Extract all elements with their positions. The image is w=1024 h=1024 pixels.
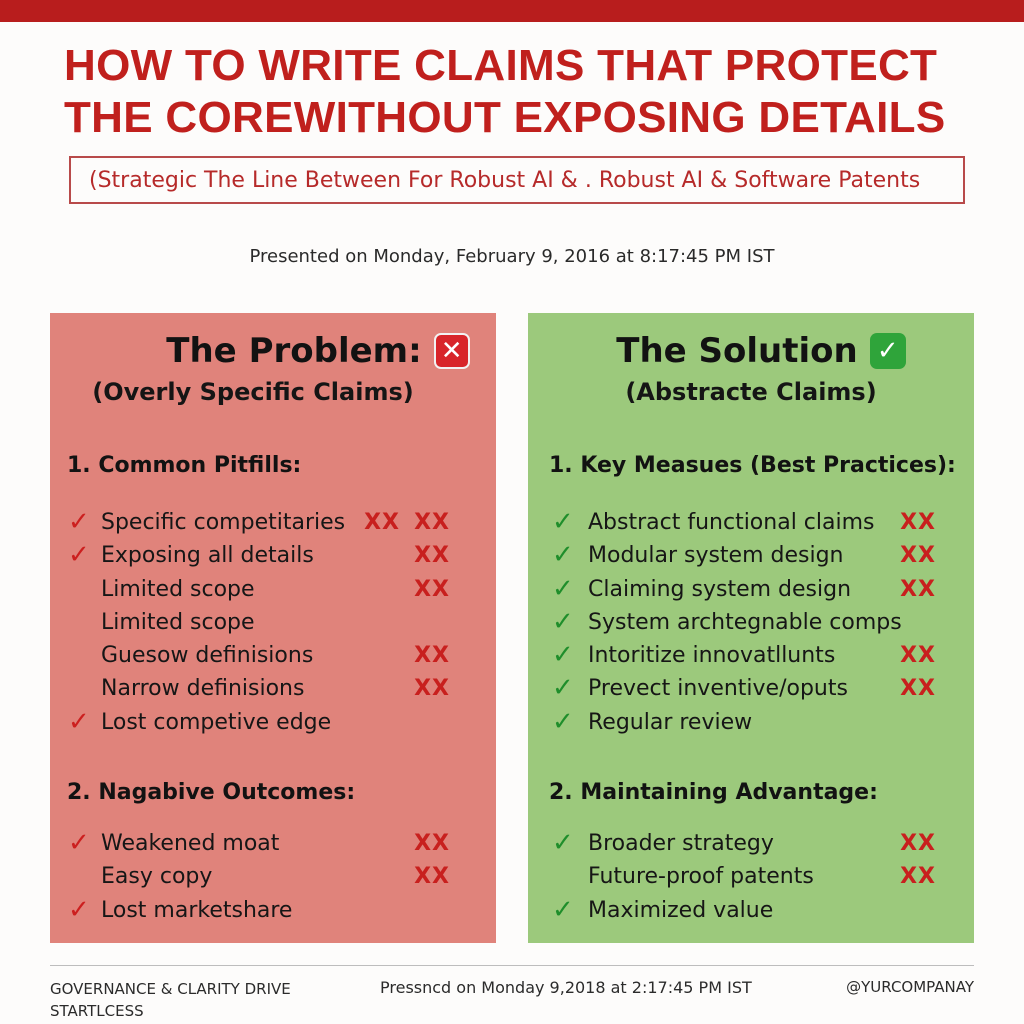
solution-section-1-list (528, 506, 974, 739)
list-item (50, 573, 496, 606)
item-label: Broader strategy (588, 831, 774, 856)
footer-divider (50, 965, 974, 966)
list-item (50, 894, 496, 927)
check-icon: ✓ (552, 606, 574, 637)
xx-mark: XX (900, 864, 936, 890)
check-icon: ✓ (552, 828, 574, 858)
check-icon: ✓ (68, 828, 90, 858)
check-icon: ✓ (68, 540, 90, 571)
footer-tagline: GOVERNANCE & CLARITY DRIVE STARTLCESS (50, 980, 291, 1020)
item-label: Limited scope (101, 576, 255, 602)
xx-mark: XX (414, 676, 450, 702)
check-icon: ✓ (68, 894, 90, 925)
xx-mark: XX (900, 576, 936, 602)
solution-title (616, 329, 905, 373)
item-label: Abstract functional claims (588, 510, 875, 535)
xx-mark: XX (414, 831, 450, 856)
item-label: Specific competitaries (101, 510, 346, 535)
item-label: Guesow definisions (101, 643, 314, 669)
item-label: Lost marketshare (101, 897, 293, 923)
xx-mark: XX (364, 510, 400, 535)
problem-title-text: The Problem: (166, 331, 422, 371)
solution-section-1-heading: 1. Key Measues (Best Practices): (549, 453, 956, 478)
xx-mark: XX (900, 831, 936, 856)
xx-mark: XX (414, 576, 450, 602)
item-label: Modular system design (588, 543, 844, 569)
xx-mark: XX (900, 510, 936, 535)
list-item (528, 827, 974, 860)
list-item (50, 506, 496, 539)
check-icon: ✓ (68, 507, 90, 537)
list-item (528, 506, 974, 539)
xx-mark: XX (900, 543, 936, 569)
subtitle-text: (Strategic The Line Between For Robust AI & . Robust AI & Software Patents (89, 167, 921, 193)
list-item (528, 573, 974, 606)
list-item (528, 672, 974, 705)
footer-handle: @YURCOMPANAY (846, 978, 974, 996)
list-item (50, 539, 496, 572)
check-mark-icon: ✓ (870, 333, 906, 369)
cross-mark-icon: ✕ (434, 333, 470, 369)
check-icon: ✓ (552, 507, 574, 537)
item-label: Lost competive edge (101, 709, 332, 735)
xx-mark: XX (900, 676, 936, 702)
item-label: System archtegnable comps (588, 609, 902, 635)
problem-section-1-heading: 1. Common Pitfills: (67, 453, 302, 478)
problem-section-2-list (50, 827, 496, 927)
list-item (50, 706, 496, 739)
list-item (528, 860, 974, 893)
check-icon: ✓ (552, 573, 574, 604)
problem-section-2-heading: 2. Nagabive Outcomes: (67, 780, 356, 805)
subtitle-box (69, 156, 965, 204)
item-label: Narrow definisions (101, 676, 305, 702)
list-item (50, 827, 496, 860)
top-accent-bar (0, 0, 1024, 22)
check-icon: ✓ (552, 640, 574, 671)
list-item (50, 606, 496, 639)
item-label: Intoritize innovatllunts (588, 643, 836, 669)
solution-panel (528, 313, 974, 943)
footer-date: Pressncd on Monday 9,2018 at 2:17:45 PM IST (380, 978, 752, 997)
solution-subtitle: (Abstracte Claims) (625, 378, 877, 406)
solution-header (528, 329, 974, 409)
presented-date: Presented on Monday, February 9, 2016 at 8:17:45 PM IST (249, 246, 775, 267)
item-label: Future-proof patents (588, 864, 814, 890)
item-label: Maximized value (588, 897, 774, 923)
list-item (528, 639, 974, 672)
list-item (50, 639, 496, 672)
xx-mark: XX (414, 543, 450, 569)
list-item (528, 606, 974, 639)
solution-title-text: The Solution (616, 331, 858, 371)
page-title-line-2: THE COREWITHOUT EXPOSING DETAILS (64, 93, 946, 142)
item-label: Regular review (588, 709, 753, 735)
list-item (528, 539, 974, 572)
check-icon: ✓ (552, 706, 574, 737)
item-label: Easy copy (101, 864, 213, 890)
solution-section-2-heading: 2. Maintaining Advantage: (549, 780, 878, 805)
problem-section-1-list (50, 506, 496, 739)
problem-panel (50, 313, 496, 943)
problem-subtitle: (Overly Specific Claims) (92, 378, 414, 406)
page-title (64, 40, 984, 144)
check-icon: ✓ (552, 894, 574, 925)
page-title-line-1: HOW TO WRITE CLAIMS THAT PROTECT (64, 41, 938, 90)
item-label: Weakened moat (101, 831, 280, 856)
list-item (50, 672, 496, 705)
item-label: Prevect inventive/oputs (588, 676, 848, 702)
list-item (528, 706, 974, 739)
xx-mark: XX (414, 864, 450, 890)
check-icon: ✓ (552, 673, 574, 704)
list-item (528, 894, 974, 927)
check-icon: ✓ (68, 706, 90, 737)
item-label: Exposing all details (101, 543, 314, 569)
xx-mark: XX (414, 510, 450, 535)
solution-section-2-list (528, 827, 974, 927)
problem-title (166, 329, 469, 373)
problem-header (50, 329, 496, 409)
xx-mark: XX (900, 643, 936, 669)
xx-mark: XX (414, 643, 450, 669)
list-item (50, 860, 496, 893)
item-label: Limited scope (101, 609, 255, 635)
check-icon: ✓ (552, 540, 574, 571)
item-label: Claiming system design (588, 576, 852, 602)
